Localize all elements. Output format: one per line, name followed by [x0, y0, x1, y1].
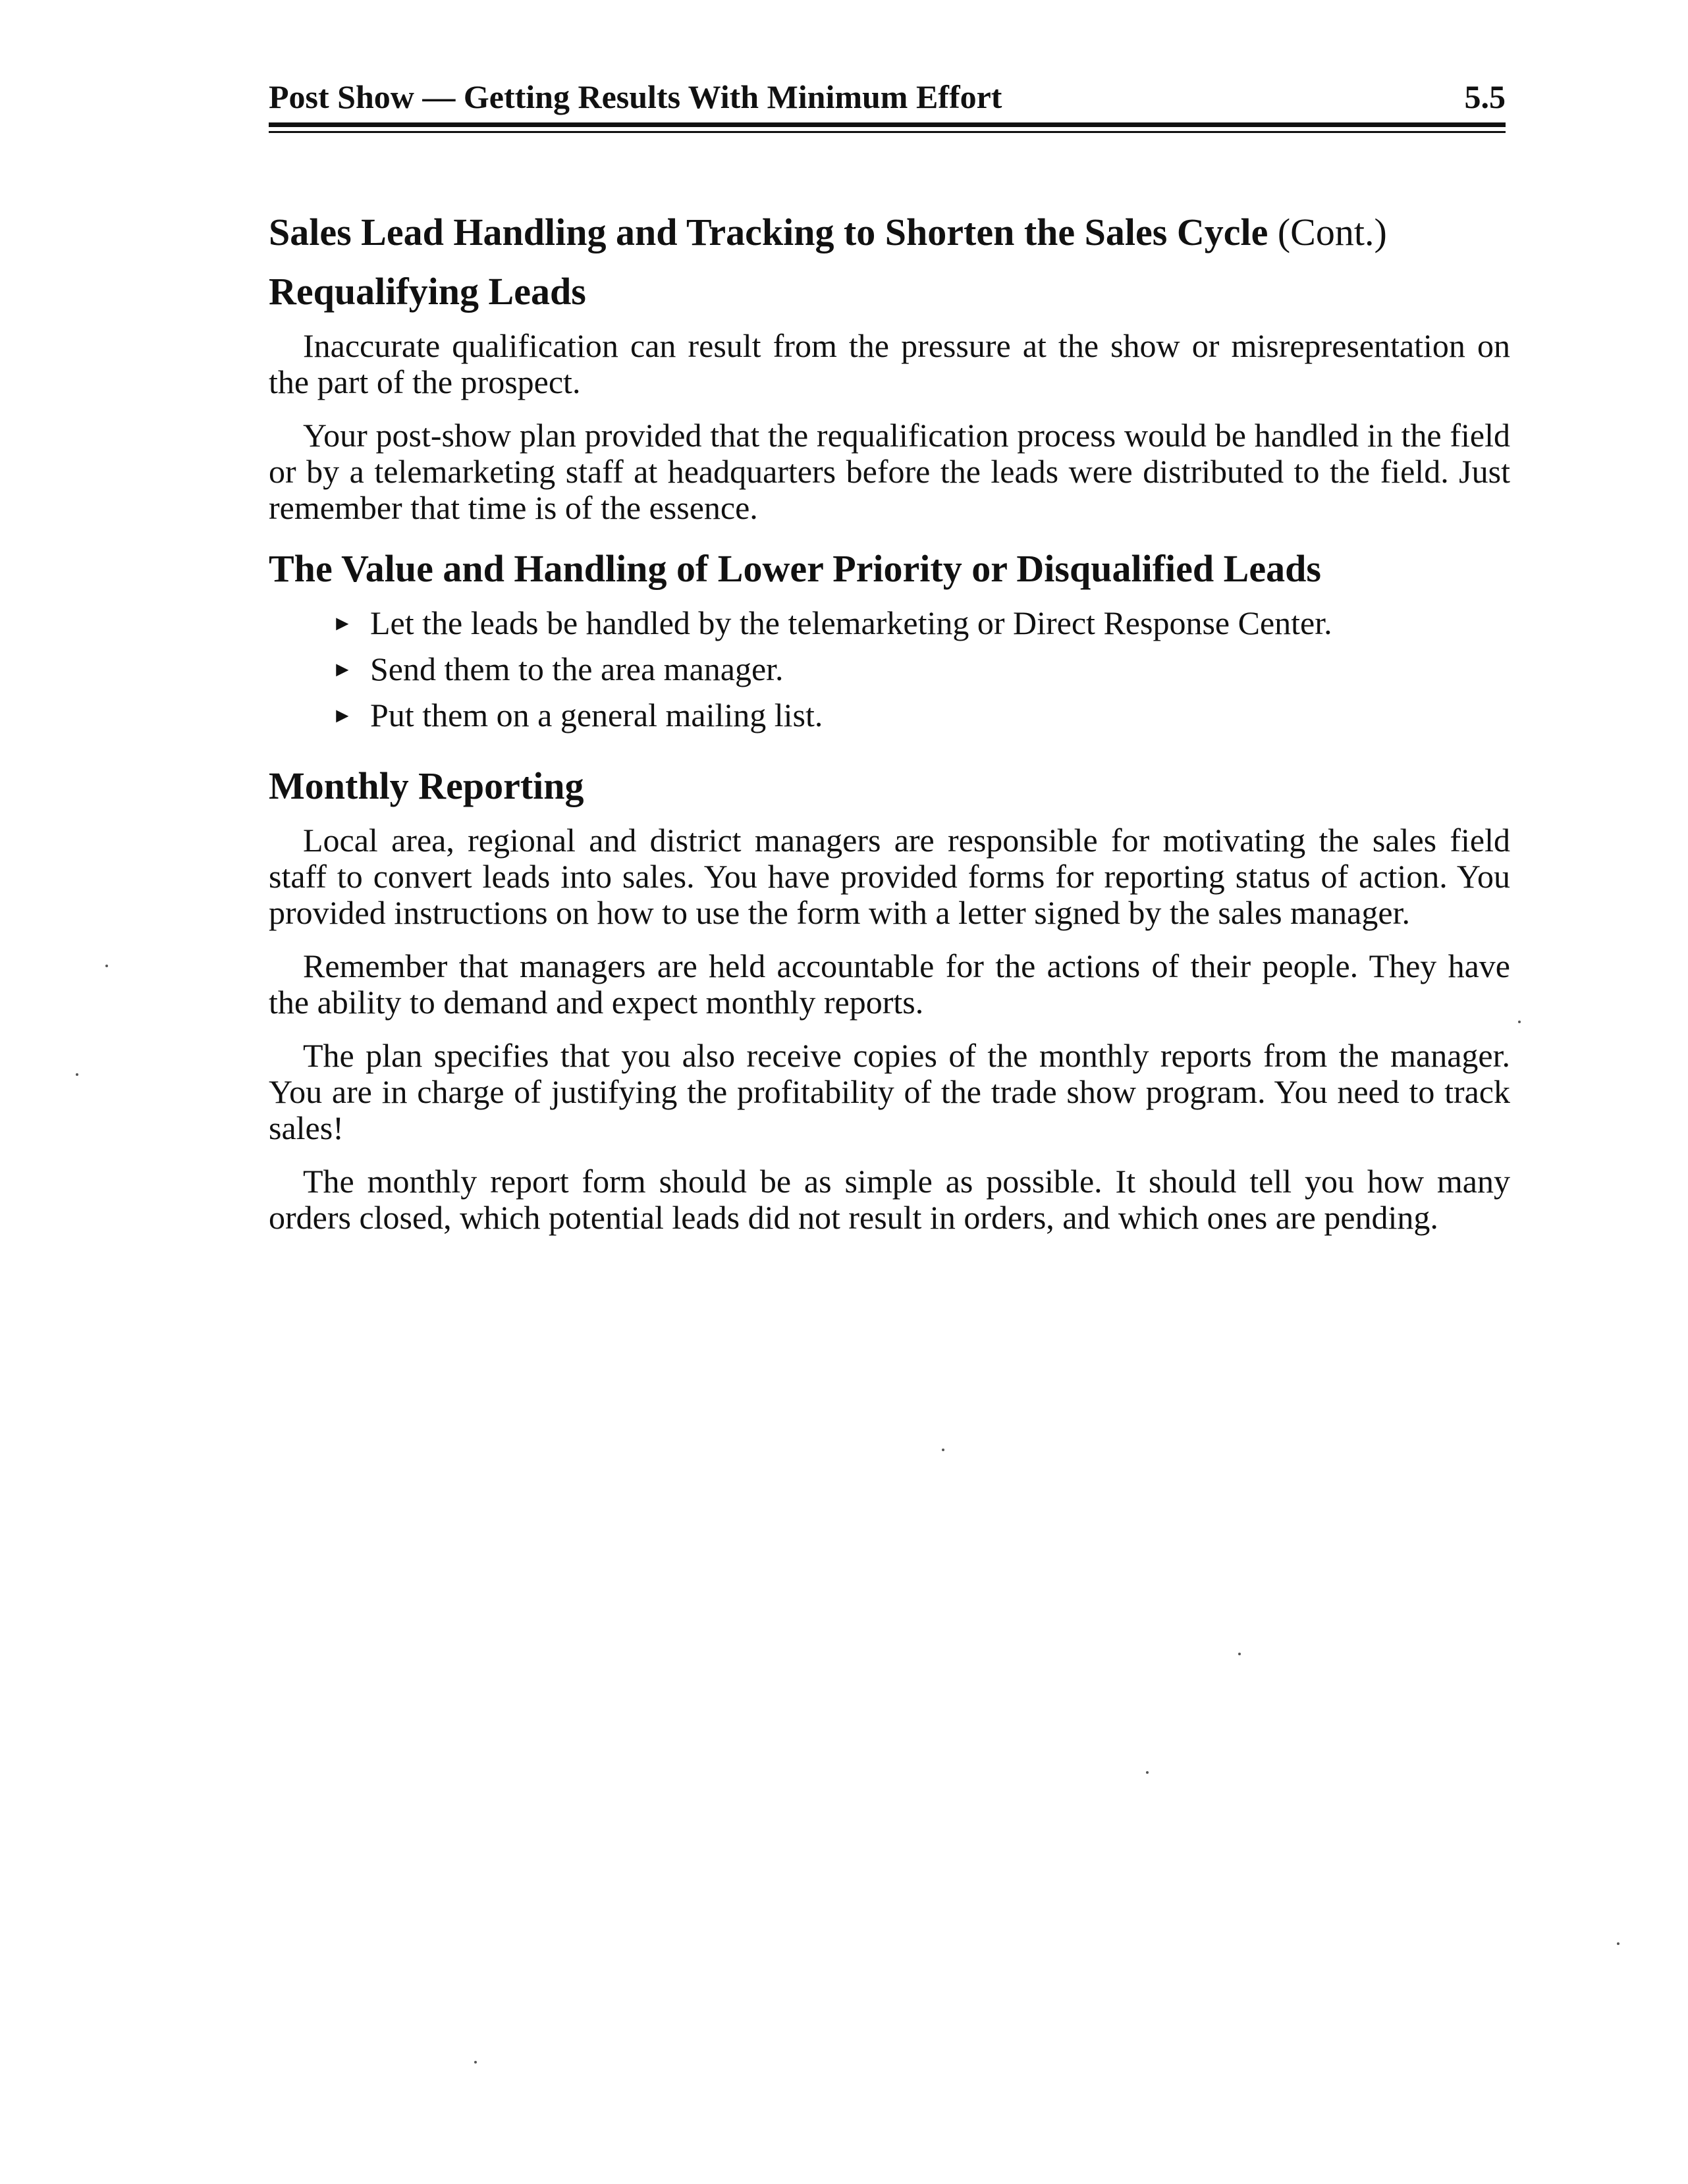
list-item-text: Put them on a general mailing list. — [370, 697, 823, 733]
list-item — [329, 650, 1510, 688]
scan-speck — [1617, 1942, 1620, 1945]
section-heading-main — [269, 209, 1510, 255]
list-item — [329, 696, 1510, 734]
list-item — [329, 604, 1510, 642]
section-heading-main-text: Sales Lead Handling and Tracking to Shorten the Sales Cycle — [269, 211, 1268, 253]
triangle-bullet-icon: ► — [332, 657, 353, 681]
paragraph-monthly-1: Local area, regional and district managers are responsible for motivating the sales field staff to convert leads into sales. You have provided forms for reporting status of action. You provided instructions on how to use the form with a letter signed by the sales manager. — [269, 822, 1510, 931]
paragraph-requalifying-2: Your post-show plan provided that the requalification process would be handled in the field or by a telemarketing staff at headquarters before the leads were distributed to the field. Just remember that time is of the essence. — [269, 417, 1510, 526]
list-item-text: Let the leads be handled by the telemarketing or Direct Response Center. — [370, 604, 1332, 641]
running-title: Post Show — Getting Results With Minimum Effort — [269, 78, 1002, 115]
paragraph-requalifying-1: Inaccurate qualification can result from the pressure at the show or misrepresentation on the part of the prospect. — [269, 327, 1510, 400]
paragraph-monthly-4: The monthly report form should be as simple as possible. It should tell you how many orders closed, which potential leads did not result in orders, and which ones are pending. — [269, 1163, 1510, 1236]
page-number: 5.5 — [1464, 78, 1506, 115]
triangle-bullet-icon: ► — [332, 703, 353, 727]
scan-speck — [942, 1449, 944, 1451]
triangle-bullet-icon: ► — [332, 611, 353, 635]
heading-monthly-reporting: Monthly Reporting — [269, 764, 584, 807]
scan-speck — [474, 2061, 477, 2064]
list-item-text: Send them to the area manager. — [370, 651, 784, 687]
scan-speck — [1238, 1653, 1241, 1655]
lower-priority-list — [269, 604, 1510, 734]
paragraph-monthly-2: Remember that managers are held accountable for the actions of their people. They have the ability to demand and expect monthly reports. — [269, 947, 1510, 1021]
scan-speck — [1146, 1771, 1149, 1774]
page-body — [269, 209, 1510, 1236]
scan-speck — [1518, 1021, 1521, 1023]
running-header — [269, 74, 1506, 120]
heading-requalifying-leads: Requalifying Leads — [269, 270, 586, 313]
paragraph-monthly-3: The plan specifies that you also receive copies of the monthly reports from the manager. You are in charge of justifying the profitability of the trade show program. You need to track sales! — [269, 1037, 1510, 1146]
section-heading-main-suffix: (Cont.) — [1277, 211, 1387, 253]
scan-speck — [105, 965, 108, 967]
heading-lower-priority-leads: The Value and Handling of Lower Priority or Disqualified Leads — [269, 547, 1321, 590]
header-rule-thin — [269, 131, 1506, 133]
scan-speck — [76, 1073, 78, 1076]
header-rule-thick — [269, 122, 1506, 127]
